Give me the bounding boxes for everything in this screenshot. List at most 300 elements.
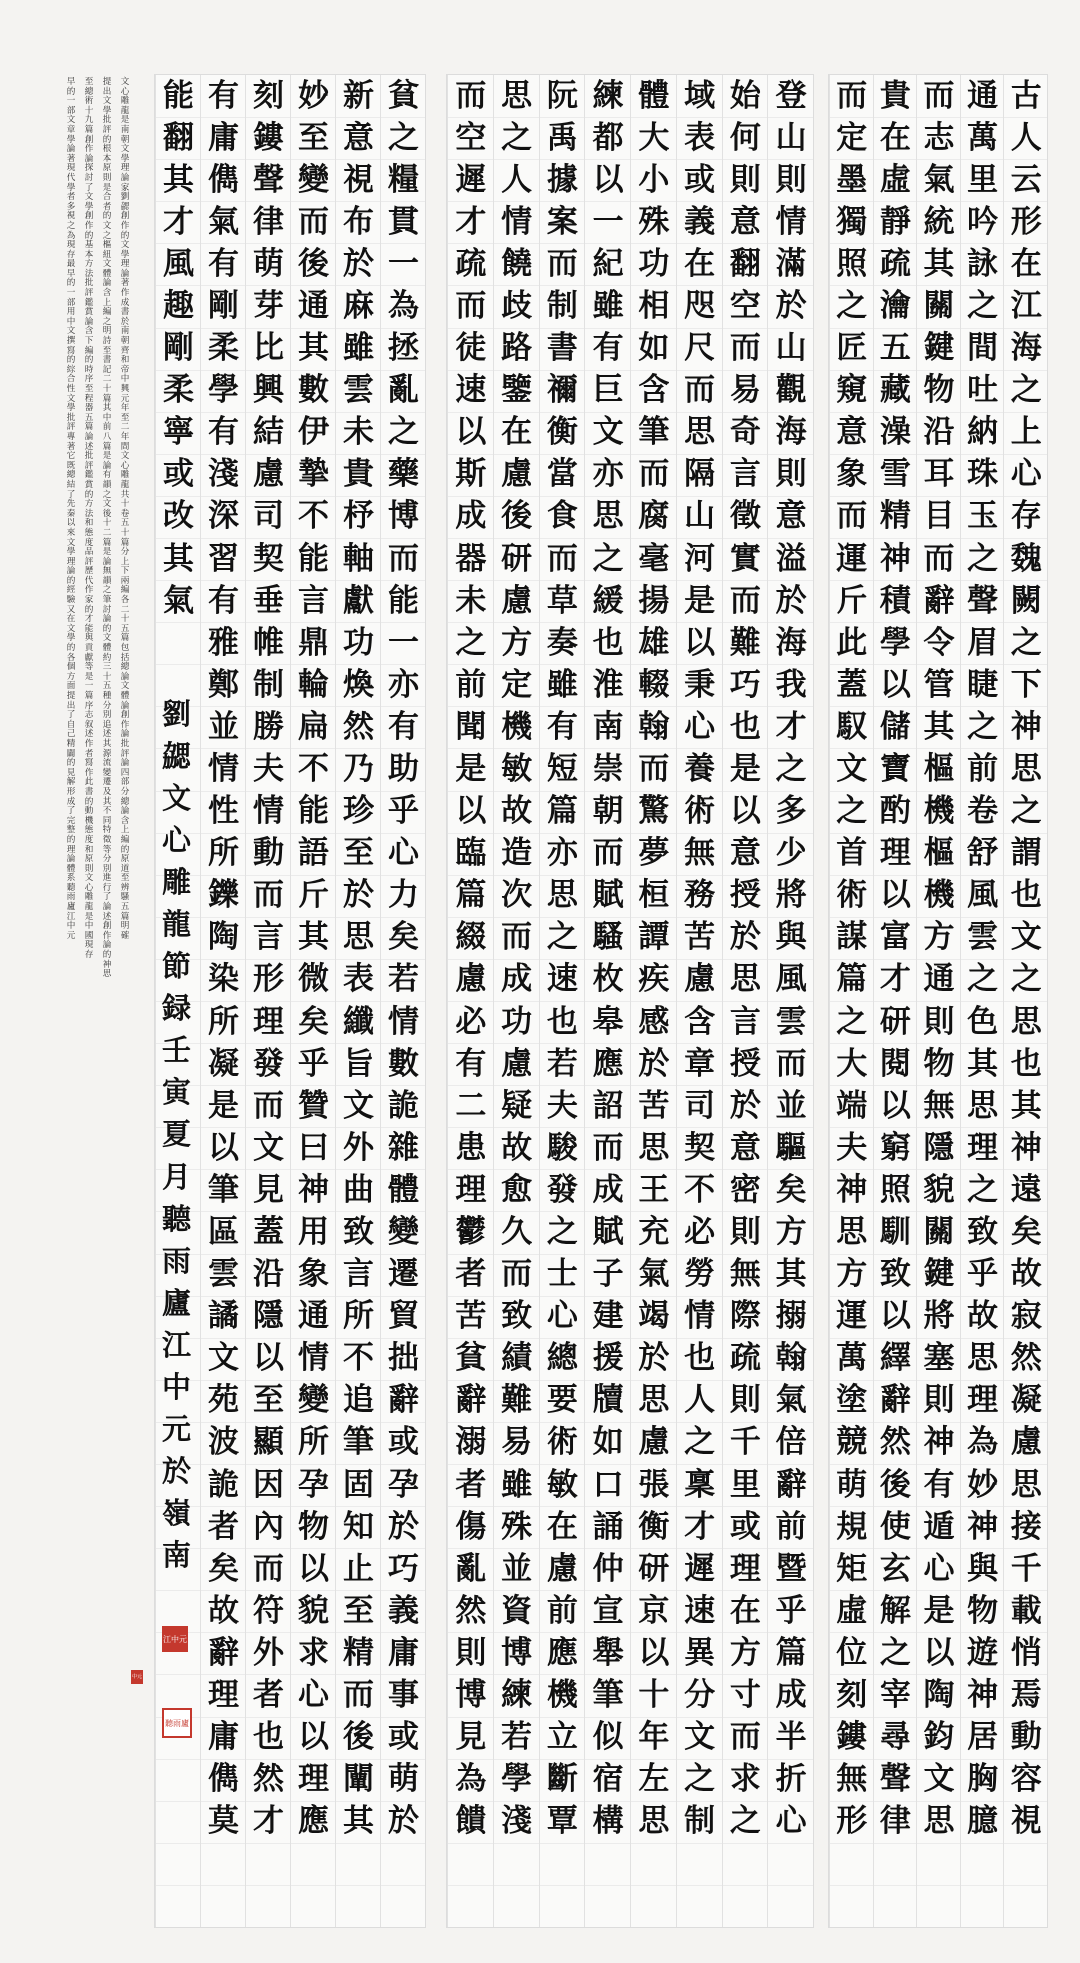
glyph: 貧: [388, 77, 419, 114]
signature-glyph: 月: [161, 1159, 191, 1194]
glyph: 密: [729, 1171, 761, 1208]
glyph: 胸: [967, 1761, 999, 1798]
glyph: 矣: [388, 919, 419, 956]
glyph: 鼎: [298, 624, 329, 661]
glyph: 於: [775, 582, 807, 619]
glyph: 所: [298, 1424, 329, 1461]
glyph: 尋: [879, 1719, 911, 1756]
glyph: 斷: [546, 1761, 578, 1798]
glyph: 其: [298, 330, 329, 367]
glyph: 而: [253, 1087, 284, 1124]
glyph: 乎: [775, 1592, 807, 1629]
text-column: [493, 75, 540, 1927]
glyph: 斯: [455, 456, 487, 493]
text-panel-right: [828, 74, 1048, 1928]
glyph: 無: [729, 1256, 761, 1293]
glyph: 以: [879, 877, 911, 914]
glyph: 之: [836, 1003, 868, 1040]
glyph: 然: [253, 1761, 284, 1798]
glyph: 篇: [836, 961, 868, 998]
inscription-column: 至總術十九篇創作論探討了文學創作的基本方法批評鑑賞論含下編的時序至程器五篇論述批評鑑賞的方法和態度品評歷代作家的才能與貢獻等是一篇序志叙述作者寫作此書的動機態度和原則文心雕龍是中國現存: [84, 77, 94, 961]
glyph: 帷: [253, 624, 284, 661]
glyph: 睫: [967, 666, 999, 703]
glyph: 輪: [298, 666, 329, 703]
glyph: 其: [343, 1803, 374, 1840]
glyph: 而: [546, 540, 578, 577]
glyph: 吟: [967, 203, 999, 240]
glyph: 闡: [343, 1761, 374, 1798]
glyph: 也: [546, 1003, 578, 1040]
glyph: 方: [775, 1214, 807, 1250]
glyph: 在: [1010, 245, 1042, 282]
glyph: 分: [684, 1677, 716, 1713]
glyph: 者: [208, 1508, 239, 1545]
signature-glyph: 文: [161, 780, 191, 815]
glyph: 而: [684, 372, 716, 409]
glyph: 至: [253, 1382, 284, 1419]
glyph: 綴: [455, 919, 487, 956]
glyph: 神: [1010, 1129, 1042, 1166]
glyph: 制: [684, 1803, 716, 1840]
glyph: 神: [879, 540, 911, 577]
glyph: 外: [343, 1129, 374, 1166]
glyph: 腐: [638, 498, 670, 535]
glyph: 文: [253, 1129, 284, 1166]
glyph: 其: [967, 1045, 999, 1082]
glyph: 衡: [546, 414, 578, 451]
text-column: [829, 75, 874, 1927]
signature-glyph: 中: [161, 1370, 191, 1404]
glyph: 思: [684, 414, 716, 451]
glyph: 必: [684, 1214, 716, 1250]
glyph: 曰: [298, 1129, 329, 1166]
glyph: 至: [343, 835, 374, 872]
glyph: 神: [967, 1508, 999, 1545]
glyph: 而: [775, 1045, 807, 1082]
glyph: 上: [1010, 414, 1042, 451]
glyph: 雖: [546, 666, 578, 703]
glyph: 相: [638, 288, 670, 324]
glyph: 之: [684, 1424, 716, 1461]
signature-glyph: 録: [161, 991, 191, 1026]
glyph: 言: [729, 1003, 761, 1040]
glyph: 而: [455, 77, 487, 114]
glyph: 也: [1010, 877, 1042, 914]
glyph: 接: [1010, 1508, 1042, 1545]
glyph: 管: [923, 666, 955, 703]
glyph: 鍵: [923, 1256, 955, 1293]
glyph: 並: [208, 708, 239, 745]
text-column: [380, 75, 426, 1927]
glyph: 杼: [343, 498, 374, 535]
glyph: 十: [638, 1677, 670, 1713]
glyph: 矩: [836, 1550, 868, 1587]
glyph: 阮: [546, 77, 578, 114]
glyph: 舒: [967, 835, 999, 872]
glyph: 隱: [253, 1298, 284, 1335]
glyph: 矣: [1010, 1214, 1042, 1250]
signature-glyph: 江: [161, 1327, 191, 1362]
glyph: 體: [388, 1171, 419, 1208]
glyph: 河: [684, 540, 716, 577]
glyph: 禹: [546, 119, 578, 156]
glyph: 則: [729, 161, 761, 198]
glyph: 成: [455, 498, 487, 535]
glyph: 疏: [729, 1340, 761, 1377]
glyph: 寶: [879, 751, 911, 787]
glyph: 速: [455, 372, 487, 409]
glyph: 情: [253, 793, 284, 830]
inscription: [66, 78, 144, 1708]
glyph: 衡: [638, 1508, 670, 1545]
glyph: 實: [729, 540, 761, 577]
glyph: 悄: [1010, 1634, 1042, 1671]
glyph: 夫: [253, 751, 284, 787]
glyph: 如: [592, 1424, 624, 1461]
glyph: 之: [1010, 624, 1042, 661]
glyph: 貴: [343, 456, 374, 493]
glyph: 而: [729, 1719, 761, 1756]
glyph: 才: [253, 1803, 284, 1840]
glyph: 馴: [879, 1214, 911, 1250]
glyph: 王: [638, 1171, 670, 1208]
glyph: 雄: [638, 624, 670, 661]
glyph: 而: [592, 1129, 624, 1166]
glyph: 者: [455, 1256, 487, 1293]
glyph: 苦: [638, 1087, 670, 1124]
glyph: 以: [592, 161, 624, 198]
glyph: 里: [729, 1466, 761, 1503]
glyph: 鑠: [208, 877, 239, 914]
glyph: 域: [684, 77, 716, 114]
glyph: 玄: [879, 1550, 911, 1587]
glyph: 數: [388, 1045, 419, 1082]
glyph: 情: [208, 751, 239, 787]
glyph: 建: [592, 1298, 624, 1335]
signature-glyph: 夏: [161, 1117, 191, 1152]
glyph: 寂: [1010, 1298, 1042, 1335]
glyph: 詭: [388, 1087, 419, 1124]
glyph: 而: [923, 77, 955, 114]
glyph: 之: [501, 119, 533, 156]
glyph: 意: [343, 119, 374, 156]
glyph: 愈: [501, 1171, 533, 1208]
glyph: 有: [208, 77, 239, 114]
glyph: 之: [967, 708, 999, 745]
glyph: 定: [501, 666, 533, 703]
glyph: 文: [343, 1087, 374, 1124]
glyph: 下: [1010, 666, 1042, 703]
glyph: 雜: [388, 1129, 419, 1166]
glyph: 微: [298, 961, 329, 998]
glyph: 辭: [879, 1382, 911, 1419]
glyph: 司: [684, 1087, 716, 1124]
signature-seal-text: 江中元: [163, 1634, 187, 1644]
glyph: 或: [163, 456, 194, 493]
glyph: 神: [923, 1424, 955, 1461]
glyph: 應: [546, 1634, 578, 1671]
glyph: 矣: [208, 1550, 239, 1587]
glyph: 巨: [592, 372, 624, 409]
glyph: 宿: [592, 1761, 624, 1798]
glyph: 翰: [638, 708, 670, 745]
glyph: 學: [501, 1761, 533, 1798]
glyph: 辭: [775, 1466, 807, 1503]
glyph: 苑: [208, 1382, 239, 1419]
text-column: [335, 75, 381, 1927]
glyph: 古: [1010, 77, 1042, 114]
glyph: 氣: [163, 582, 194, 619]
signature-glyph: 勰: [161, 738, 191, 773]
glyph: 風: [775, 961, 807, 998]
glyph: 績: [501, 1340, 533, 1377]
glyph: 思: [923, 1803, 955, 1840]
glyph: 斤: [298, 877, 329, 914]
glyph: 虛: [879, 161, 911, 198]
glyph: 應: [298, 1803, 329, 1840]
glyph: 致: [879, 1256, 911, 1293]
glyph: 倍: [775, 1424, 807, 1461]
glyph: 運: [836, 540, 868, 577]
glyph: 也: [684, 1340, 716, 1377]
glyph: 區: [208, 1214, 239, 1250]
glyph: 案: [546, 203, 578, 240]
glyph: 關: [923, 288, 955, 324]
glyph: 在: [684, 245, 716, 282]
glyph: 學: [208, 372, 239, 409]
glyph: 總: [546, 1340, 578, 1377]
glyph: 妙: [298, 77, 329, 114]
glyph: 符: [253, 1592, 284, 1629]
glyph: 則: [775, 161, 807, 198]
glyph: 所: [343, 1298, 374, 1335]
glyph: 柔: [208, 330, 239, 367]
glyph: 慮: [501, 1045, 533, 1082]
glyph: 故: [208, 1592, 239, 1629]
glyph: 外: [253, 1634, 284, 1671]
glyph: 糧: [388, 161, 419, 198]
glyph: 慮: [253, 456, 284, 493]
glyph: 之: [455, 624, 487, 661]
glyph: 意: [729, 203, 761, 240]
glyph: 詭: [208, 1466, 239, 1503]
glyph: 勝: [253, 708, 284, 745]
glyph: 慮: [684, 961, 716, 998]
glyph: 勞: [684, 1256, 716, 1293]
glyph: 馭: [836, 708, 868, 745]
glyph: 能: [163, 77, 194, 114]
glyph: 目: [923, 498, 955, 535]
glyph: 庸: [208, 119, 239, 156]
glyph: 拯: [388, 330, 419, 367]
glyph: 玉: [967, 498, 999, 535]
glyph: 意: [775, 498, 807, 535]
glyph: 宣: [592, 1592, 624, 1629]
glyph: 蓋: [836, 666, 868, 703]
glyph: 風: [967, 877, 999, 914]
glyph: 因: [253, 1466, 284, 1503]
glyph: 成: [501, 961, 533, 998]
glyph: 覃: [546, 1803, 578, 1840]
text-column: [539, 75, 586, 1927]
signature-glyph: 節: [161, 949, 191, 984]
glyph: 窮: [879, 1129, 911, 1166]
glyph: 文: [1010, 919, 1042, 956]
glyph: 思: [1010, 1003, 1042, 1040]
glyph: 形: [836, 1803, 868, 1840]
glyph: 曲: [343, 1171, 374, 1208]
glyph: 誦: [592, 1508, 624, 1545]
glyph: 海: [1010, 330, 1042, 367]
glyph: 易: [729, 372, 761, 409]
glyph: 神: [836, 1171, 868, 1208]
glyph: 統: [923, 203, 955, 240]
glyph: 溺: [455, 1424, 487, 1461]
glyph: 結: [253, 414, 284, 451]
glyph: 體: [638, 77, 670, 114]
glyph: 以: [729, 793, 761, 830]
glyph: 瀹: [879, 288, 911, 324]
glyph: 貴: [879, 77, 911, 114]
glyph: 所: [208, 835, 239, 872]
glyph: 新: [343, 77, 374, 114]
glyph: 思: [967, 1340, 999, 1377]
signature-glyph: 於: [161, 1454, 191, 1489]
glyph: 後: [879, 1466, 911, 1503]
glyph: 通: [923, 961, 955, 998]
glyph: 何: [729, 119, 761, 156]
glyph: 研: [638, 1550, 670, 1587]
glyph: 空: [455, 119, 487, 156]
glyph: 張: [638, 1466, 670, 1503]
glyph: 然: [1010, 1340, 1042, 1377]
glyph: 徵: [729, 498, 761, 535]
glyph: 用: [298, 1214, 329, 1250]
glyph: 神: [298, 1171, 329, 1208]
glyph: 而: [729, 330, 761, 367]
glyph: 思: [729, 961, 761, 998]
inscription-seal-text: 中元: [131, 1674, 142, 1680]
glyph: 關: [923, 1214, 955, 1250]
glyph: 心: [298, 1677, 329, 1713]
glyph: 伊: [298, 414, 329, 451]
glyph: 思: [638, 1803, 670, 1840]
glyph: 耳: [923, 456, 955, 493]
glyph: 鈞: [923, 1719, 955, 1756]
glyph: 軸: [343, 540, 374, 577]
glyph: 成: [592, 1171, 624, 1208]
glyph: 慮: [501, 456, 533, 493]
glyph: 雖: [592, 288, 624, 324]
glyph: 卷: [967, 793, 999, 830]
signature-glyph: 雕: [161, 864, 191, 899]
glyph: 似: [592, 1719, 624, 1756]
signature-seal-secondary: [162, 1708, 192, 1738]
glyph: 其: [1010, 1087, 1042, 1124]
glyph: 為: [388, 288, 419, 324]
glyph: 辭: [208, 1634, 239, 1671]
glyph: 若: [388, 961, 419, 998]
glyph: 性: [208, 793, 239, 830]
glyph: 摯: [298, 456, 329, 493]
glyph: 理: [729, 1550, 761, 1587]
glyph: 塗: [836, 1382, 868, 1419]
glyph: 以: [879, 1087, 911, 1124]
glyph: 術: [836, 877, 868, 914]
glyph: 而: [343, 1677, 374, 1713]
glyph: 五: [879, 330, 911, 367]
glyph: 疑: [501, 1087, 533, 1124]
glyph: 難: [729, 624, 761, 661]
glyph: 雅: [208, 624, 239, 661]
glyph: 乎: [388, 793, 419, 830]
glyph: 萌: [388, 1761, 419, 1798]
glyph: 以: [298, 1550, 329, 1587]
text-column: [584, 75, 631, 1927]
glyph: 萬: [836, 1340, 868, 1377]
glyph: 崇: [592, 751, 624, 787]
glyph: 小: [638, 161, 670, 198]
signature-glyph: 南: [161, 1538, 191, 1573]
glyph: 窺: [836, 372, 868, 409]
glyph: 饒: [501, 245, 533, 282]
glyph: 思: [1010, 1466, 1042, 1503]
glyph: 之: [684, 1761, 716, 1798]
glyph: 博: [388, 498, 419, 535]
glyph: 富: [879, 919, 911, 956]
inscription-column: 提出文學批評的根本原則是合者的文之樞紐文體論含上編之明詩至書記二十篇其中前八篇是論有韻之文後十二篇是論無韻之筆討論的文體約三十五種分別追述其源流變遷及其不同特徵等分別進行了論述創作論的神思: [102, 77, 112, 980]
glyph: 布: [343, 203, 374, 240]
glyph: 能: [388, 582, 419, 619]
glyph: 樞: [923, 835, 955, 872]
glyph: 而: [546, 245, 578, 282]
glyph: 寧: [163, 414, 194, 451]
glyph: 妙: [967, 1466, 999, 1503]
glyph: 遊: [967, 1634, 999, 1671]
glyph: 容: [1010, 1761, 1042, 1798]
text-column: [447, 75, 494, 1927]
glyph: 遁: [923, 1508, 955, 1545]
glyph: 有: [455, 1045, 487, 1082]
glyph: 機: [501, 708, 533, 745]
glyph: 有: [208, 245, 239, 282]
glyph: 義: [684, 203, 716, 240]
glyph: 致: [967, 1214, 999, 1250]
glyph: 表: [343, 961, 374, 998]
glyph: 或: [684, 161, 716, 198]
glyph: 求: [298, 1634, 329, 1671]
glyph: 務: [684, 877, 716, 914]
glyph: 事: [388, 1677, 419, 1713]
glyph: 競: [836, 1424, 868, 1461]
glyph: 樞: [923, 751, 955, 787]
glyph: 仲: [592, 1550, 624, 1587]
glyph: 眉: [967, 624, 999, 661]
glyph: 若: [546, 1045, 578, 1082]
glyph: 與: [775, 919, 807, 956]
glyph: 遠: [1010, 1171, 1042, 1208]
glyph: 翻: [729, 245, 761, 282]
glyph: 鑒: [501, 372, 533, 409]
glyph: 變: [298, 1382, 329, 1419]
glyph: 授: [729, 877, 761, 914]
glyph: 辭: [455, 1382, 487, 1419]
glyph: 資: [501, 1592, 533, 1629]
glyph: 牘: [592, 1382, 624, 1419]
glyph: 心: [1010, 456, 1042, 493]
signature-glyph: 龍: [161, 907, 191, 941]
glyph: 養: [684, 751, 716, 787]
